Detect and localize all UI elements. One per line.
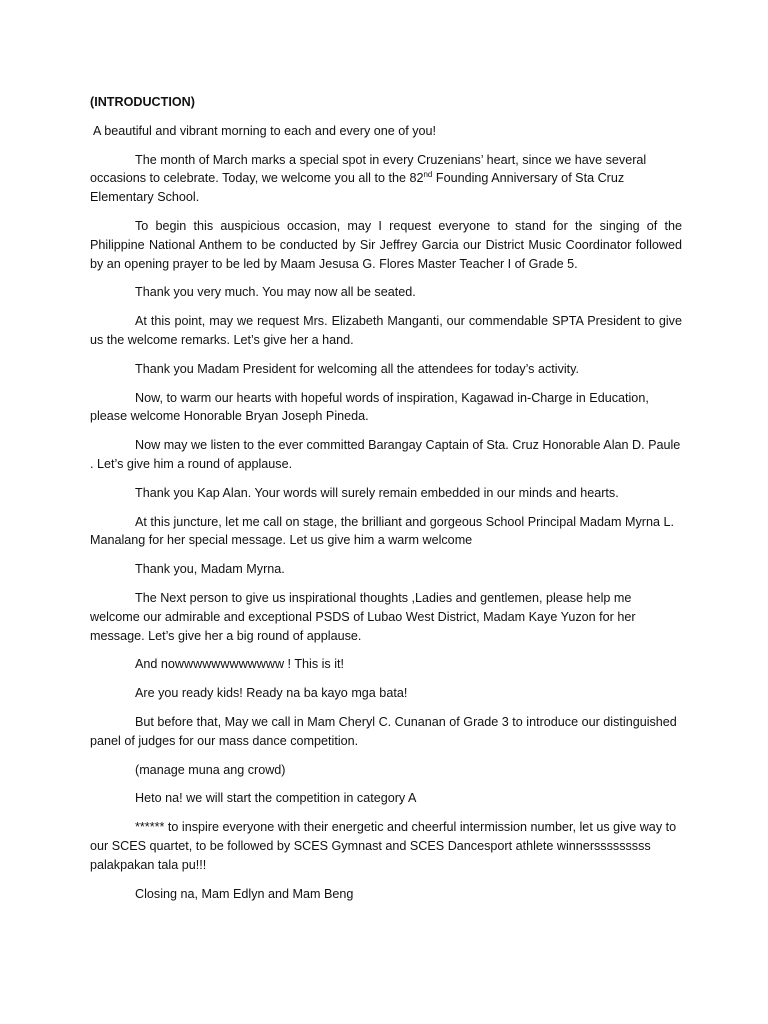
paragraph-anthem: To begin this auspicious occasion, may I request everyone to stand for the singing of the Philippine National Anthem to be conducted by Sir Jeffrey Garcia our District Music Coordinator followed by an opening prayer to be led by Maam Jesusa G. Flores Master Teacher I of Grade 5. <box>90 218 682 271</box>
greeting-paragraph: A beautiful and vibrant morning to each and every one of you! <box>93 123 437 138</box>
paragraph-ready-kids: Are you ready kids! Ready na ba kayo mga bata! <box>135 686 408 701</box>
ordinal-superscript: nd <box>423 170 433 180</box>
paragraph-anniversary-text-a: The month of March marks a special spot in every Cruzenians’ heart, since we have several occasions to celebrate. Today, we welcome you all to the 82 <box>90 152 647 186</box>
paragraph-kagawad: Now, to warm our hearts with hopeful words of inspiration, Kagawad in-Charge in Education, please welcome Honorable Bryan Joseph Pineda. <box>90 390 649 424</box>
paragraph-welcome-remarks: At this point, may we request Mrs. Elizabeth Manganti, our commendable SPTA President to give us the welcome remarks. Let’s give her a hand. <box>90 314 682 347</box>
paragraph-category-a: Heto na! we will start the competition in category A <box>135 791 417 806</box>
paragraph-judges: But before that, May we call in Mam Cheryl C. Cunanan of Grade 3 to introduce our distinguished panel of judges for our mass dance competition. <box>90 714 677 748</box>
paragraph-closing: Closing na, Mam Edlyn and Mam Beng <box>135 886 354 901</box>
paragraph-psds: The Next person to give us inspirational thoughts ,Ladies and gentlemen, please help me welcome our admirable and exceptional PSDS of Lubao West District, Madam Kaye Yuzon for her message. Let’s give her a big round of applause. <box>90 590 636 643</box>
paragraph-principal: At this juncture, let me call on stage, the brilliant and gorgeous School Principal Madam Myrna L. Manalang for her special message. Let us give him a warm welcome <box>90 514 675 548</box>
paragraph-thank-kap: Thank you Kap Alan. Your words will surely remain embedded in our minds and hearts. <box>135 485 619 500</box>
paragraph-thank-president: Thank you Madam President for welcoming all the attendees for today’s activity. <box>135 361 580 376</box>
paragraph-anniversary-text-b: Founding Anniversary of Sta Cruz Elementary School. <box>90 171 625 205</box>
paragraph-anniversary <box>90 151 682 207</box>
paragraph-barangay-captain: Now may we listen to the ever committed Barangay Captain of Sta. Cruz Honorable Alan D. Paule . Let’s give him a round of applause. <box>90 438 681 471</box>
paragraph-manage-crowd: (manage muna ang crowd) <box>135 762 286 777</box>
paragraph-intermission: ****** to inspire everyone with their energetic and cheerful intermission number, let us give way to our SCES quartet, to be followed by SCES Gymnast and SCES Dancesport athlete winnersssssssss palakpakan tala pu!!! <box>90 820 677 872</box>
section-heading: (INTRODUCTION) <box>90 95 195 109</box>
paragraph-thank-myrna: Thank you, Madam Myrna. <box>135 562 285 577</box>
document-body <box>90 93 682 913</box>
paragraph-seated: Thank you very much. You may now all be seated. <box>135 285 416 300</box>
paragraph-this-is-it: And nowwwwwwwwwwww ! This is it! <box>135 657 345 672</box>
